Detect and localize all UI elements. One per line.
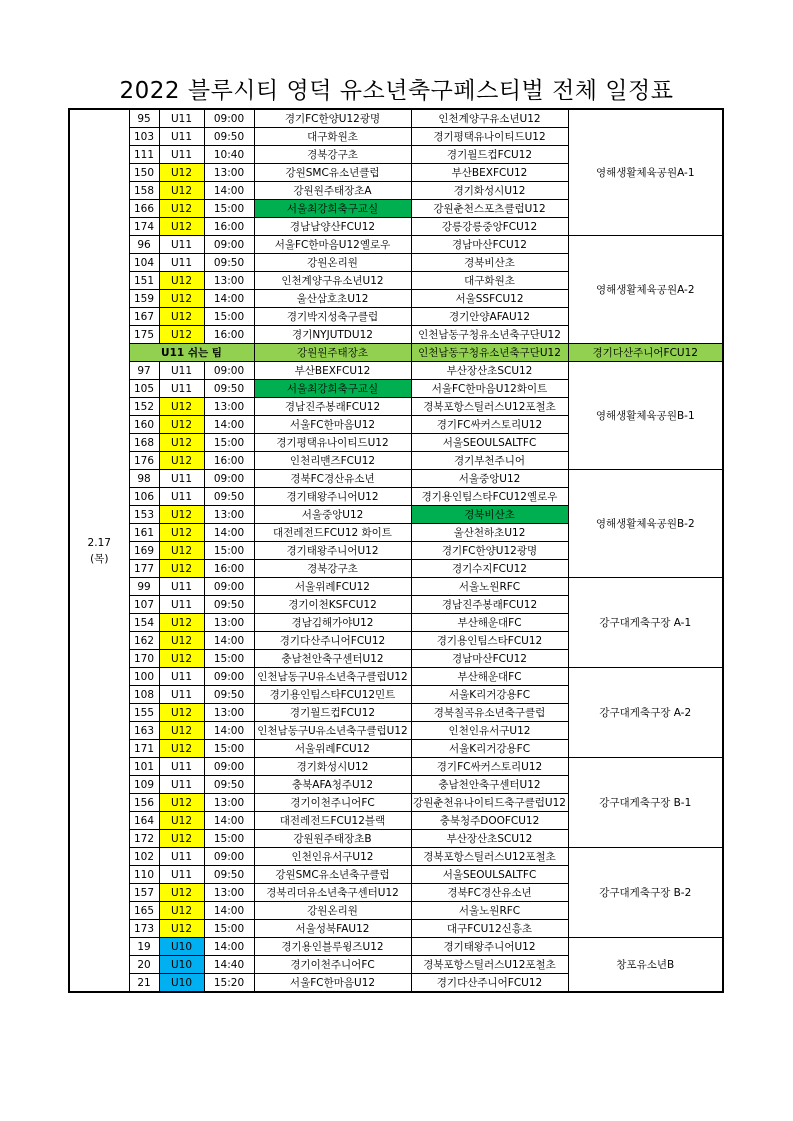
kickoff-time: 15:00 <box>204 650 254 668</box>
away-team: 경기FC싸커스토리U12 <box>411 758 568 776</box>
match-number: 99 <box>129 578 159 596</box>
kickoff-time: 09:00 <box>204 362 254 380</box>
venue-cell: 강구대게축구장 B-2 <box>568 848 723 938</box>
kickoff-time: 09:00 <box>204 236 254 254</box>
weekday-text: (목) <box>90 552 109 565</box>
away-team: 부산BEXFCU12 <box>411 164 568 182</box>
match-number: 167 <box>129 308 159 326</box>
home-team: 서울위례FCU12 <box>254 740 411 758</box>
home-team: 경북강구초 <box>254 560 411 578</box>
age-group: U11 <box>159 254 204 272</box>
match-row <box>69 938 723 956</box>
match-number: 109 <box>129 776 159 794</box>
away-team: 서울노원RFC <box>411 902 568 920</box>
age-group: U11 <box>159 380 204 398</box>
kickoff-time: 16:00 <box>204 452 254 470</box>
home-team: 경북FC경산유소년 <box>254 470 411 488</box>
match-number: 160 <box>129 416 159 434</box>
match-number: 151 <box>129 272 159 290</box>
age-group: U12 <box>159 632 204 650</box>
away-team: 경남마산FCU12 <box>411 650 568 668</box>
match-number: 100 <box>129 668 159 686</box>
venue-cell: 강구대게축구장 A-2 <box>568 668 723 758</box>
kickoff-time: 09:50 <box>204 488 254 506</box>
match-number: 107 <box>129 596 159 614</box>
match-row <box>69 668 723 686</box>
age-group: U10 <box>159 974 204 993</box>
away-team: 경북포항스틸러스U12포철초 <box>411 848 568 866</box>
home-team: 경기태왕주니어U12 <box>254 542 411 560</box>
home-team: 경기이천KSFCU12 <box>254 596 411 614</box>
kickoff-time: 13:00 <box>204 272 254 290</box>
match-number: 20 <box>129 956 159 974</box>
rest-row <box>69 344 723 362</box>
match-number: 170 <box>129 650 159 668</box>
match-number: 111 <box>129 146 159 164</box>
away-team: 서울K리거강용FC <box>411 740 568 758</box>
kickoff-time: 16:00 <box>204 218 254 236</box>
age-group: U11 <box>159 470 204 488</box>
age-group: U12 <box>159 722 204 740</box>
age-group: U12 <box>159 614 204 632</box>
home-team: 인천리맨즈FCU12 <box>254 452 411 470</box>
kickoff-time: 13:00 <box>204 614 254 632</box>
home-team: 울산삼호초U12 <box>254 290 411 308</box>
away-team: 경북비산초 <box>411 254 568 272</box>
home-team: 충남천안축구센터U12 <box>254 650 411 668</box>
match-number: 101 <box>129 758 159 776</box>
kickoff-time: 09:00 <box>204 109 254 128</box>
match-row <box>69 578 723 596</box>
match-number: 110 <box>129 866 159 884</box>
home-team: 서울FC한마음U12옐로우 <box>254 236 411 254</box>
home-team: 서울FC한마음U12 <box>254 416 411 434</box>
kickoff-time: 09:00 <box>204 578 254 596</box>
age-group: U12 <box>159 542 204 560</box>
home-team: 대전레전드FCU12 화이트 <box>254 524 411 542</box>
kickoff-time: 09:00 <box>204 470 254 488</box>
match-number: 96 <box>129 236 159 254</box>
match-number: 162 <box>129 632 159 650</box>
match-number: 97 <box>129 362 159 380</box>
away-team: 경기다산주니어FCU12 <box>411 974 568 993</box>
match-number: 159 <box>129 290 159 308</box>
kickoff-time: 13:00 <box>204 884 254 902</box>
home-team: 경남남양산FCU12 <box>254 218 411 236</box>
home-team: 강원SMC유소년클럽 <box>254 164 411 182</box>
age-group: U12 <box>159 182 204 200</box>
kickoff-time: 09:50 <box>204 776 254 794</box>
match-number: 104 <box>129 254 159 272</box>
home-team: 경기FC한양U12광명 <box>254 109 411 128</box>
home-team: 경기NYJUTDU12 <box>254 326 411 344</box>
away-team: 서울K리거강용FC <box>411 686 568 704</box>
kickoff-time: 14:00 <box>204 416 254 434</box>
age-group: U11 <box>159 848 204 866</box>
kickoff-time: 09:50 <box>204 380 254 398</box>
match-number: 163 <box>129 722 159 740</box>
away-team: 서울SSFCU12 <box>411 290 568 308</box>
away-team: 경북포항스틸러스U12포철초 <box>411 398 568 416</box>
match-number: 168 <box>129 434 159 452</box>
schedule-body <box>69 109 723 992</box>
age-group: U11 <box>159 578 204 596</box>
home-team: 서울중앙U12 <box>254 506 411 524</box>
age-group: U12 <box>159 884 204 902</box>
match-number: 102 <box>129 848 159 866</box>
match-number: 173 <box>129 920 159 938</box>
age-group: U11 <box>159 776 204 794</box>
venue-cell: 영해생활체육공원A-2 <box>568 236 723 344</box>
match-number: 166 <box>129 200 159 218</box>
away-team: 서울노원RFC <box>411 578 568 596</box>
kickoff-time: 13:00 <box>204 398 254 416</box>
age-group: U11 <box>159 866 204 884</box>
date-text: 2.17 <box>87 536 111 549</box>
age-group: U12 <box>159 290 204 308</box>
match-number: 177 <box>129 560 159 578</box>
age-group: U12 <box>159 524 204 542</box>
venue-cell: 창포유소년B <box>568 938 723 993</box>
age-group: U12 <box>159 326 204 344</box>
kickoff-time: 09:50 <box>204 866 254 884</box>
match-number: 152 <box>129 398 159 416</box>
away-team: 부산장산초SCU12 <box>411 362 568 380</box>
match-number: 174 <box>129 218 159 236</box>
age-group: U10 <box>159 938 204 956</box>
home-team: 인천남동구U유소년축구클럽U12 <box>254 722 411 740</box>
home-team: 경기다산주니어FCU12 <box>254 632 411 650</box>
kickoff-time: 15:00 <box>204 542 254 560</box>
away-team: 대구화원초 <box>411 272 568 290</box>
match-row <box>69 758 723 776</box>
away-team: 부산해운대FC <box>411 668 568 686</box>
away-team: 부산장산초SCU12 <box>411 830 568 848</box>
home-team: 경남진주봉래FCU12 <box>254 398 411 416</box>
age-group: U12 <box>159 452 204 470</box>
home-team: 강원원주태장초B <box>254 830 411 848</box>
away-team: 경기태왕주니어U12 <box>411 938 568 956</box>
kickoff-time: 15:00 <box>204 308 254 326</box>
match-number: 176 <box>129 452 159 470</box>
home-team: 경기이천주니어FC <box>254 956 411 974</box>
kickoff-time: 09:00 <box>204 668 254 686</box>
age-group: U11 <box>159 362 204 380</box>
match-number: 156 <box>129 794 159 812</box>
kickoff-time: 16:00 <box>204 326 254 344</box>
kickoff-time: 10:40 <box>204 146 254 164</box>
age-group: U12 <box>159 812 204 830</box>
age-group: U12 <box>159 164 204 182</box>
away-team: 서울SEOULSALTFC <box>411 434 568 452</box>
age-group: U12 <box>159 200 204 218</box>
kickoff-time: 15:00 <box>204 200 254 218</box>
away-team: 대구FCU12신흥초 <box>411 920 568 938</box>
home-team: 경기평택유나이티드U12 <box>254 434 411 452</box>
away-team: 인천인유서구U12 <box>411 722 568 740</box>
home-team: 충북AFA청주U12 <box>254 776 411 794</box>
away-team: 경기안양AFAU12 <box>411 308 568 326</box>
home-team: 서울FC한마음U12 <box>254 974 411 993</box>
match-number: 108 <box>129 686 159 704</box>
match-number: 172 <box>129 830 159 848</box>
home-team: 경북강구초 <box>254 146 411 164</box>
home-team: 서울최강희축구교실 <box>254 380 411 398</box>
home-team: 강원SMC유소년축구클럽 <box>254 866 411 884</box>
age-group: U12 <box>159 830 204 848</box>
home-team: 경기박지성축구클럽 <box>254 308 411 326</box>
age-group: U12 <box>159 218 204 236</box>
rest-label: U11 쉬는 팀 <box>129 344 254 362</box>
kickoff-time: 15:00 <box>204 920 254 938</box>
away-team: 서울SEOULSALTFC <box>411 866 568 884</box>
age-group: U12 <box>159 398 204 416</box>
match-number: 153 <box>129 506 159 524</box>
away-team: 강릉강릉중앙FCU12 <box>411 218 568 236</box>
home-team: 경기용인블루윙즈U12 <box>254 938 411 956</box>
venue-cell: 영해생활체육공원A-1 <box>568 109 723 236</box>
away-team: 인천남동구청유소년축구단U12 <box>411 326 568 344</box>
away-team: 경기부천주니어 <box>411 452 568 470</box>
age-group: U12 <box>159 560 204 578</box>
home-team: 대구화원초 <box>254 128 411 146</box>
home-team: 경기월드컵FCU12 <box>254 704 411 722</box>
kickoff-time: 15:20 <box>204 974 254 993</box>
match-number: 154 <box>129 614 159 632</box>
match-number: 105 <box>129 380 159 398</box>
away-team: 경남진주봉래FCU12 <box>411 596 568 614</box>
away-team: 충남천안축구센터U12 <box>411 776 568 794</box>
home-team: 경기화성시U12 <box>254 758 411 776</box>
match-number: 150 <box>129 164 159 182</box>
schedule-table <box>68 108 724 993</box>
age-group: U11 <box>159 686 204 704</box>
age-group: U12 <box>159 416 204 434</box>
match-number: 98 <box>129 470 159 488</box>
away-team: 경남마산FCU12 <box>411 236 568 254</box>
match-number: 106 <box>129 488 159 506</box>
home-team: 경기태왕주니어U12 <box>254 488 411 506</box>
away-team: 경기용인팀스타FCU12옐로우 <box>411 488 568 506</box>
away-team: 경기화성시U12 <box>411 182 568 200</box>
kickoff-time: 09:50 <box>204 686 254 704</box>
venue-cell: 영해생활체육공원B-2 <box>568 470 723 578</box>
home-team: 강원원주태장초A <box>254 182 411 200</box>
match-number: 171 <box>129 740 159 758</box>
kickoff-time: 15:00 <box>204 434 254 452</box>
kickoff-time: 13:00 <box>204 506 254 524</box>
age-group: U11 <box>159 109 204 128</box>
kickoff-time: 13:00 <box>204 794 254 812</box>
match-row <box>69 236 723 254</box>
home-team: 서울최강희축구교실 <box>254 200 411 218</box>
away-team: 경기FC한양U12광명 <box>411 542 568 560</box>
away-team: 부산해운대FC <box>411 614 568 632</box>
home-team: 부산BEXFCU12 <box>254 362 411 380</box>
venue-cell: 강구대게축구장 B-1 <box>568 758 723 848</box>
kickoff-time: 14:00 <box>204 632 254 650</box>
age-group: U12 <box>159 506 204 524</box>
match-number: 161 <box>129 524 159 542</box>
match-number: 169 <box>129 542 159 560</box>
age-group: U12 <box>159 902 204 920</box>
match-number: 95 <box>129 109 159 128</box>
away-team: 경기월드컵FCU12 <box>411 146 568 164</box>
rest-team: 강원원주태장초 <box>254 344 411 362</box>
kickoff-time: 09:00 <box>204 848 254 866</box>
match-number: 165 <box>129 902 159 920</box>
away-team: 경북칠곡유소년축구클럽 <box>411 704 568 722</box>
away-team: 경기용인팀스타FCU12 <box>411 632 568 650</box>
kickoff-time: 09:00 <box>204 758 254 776</box>
home-team: 경기용인팀스타FCU12민트 <box>254 686 411 704</box>
match-row <box>69 848 723 866</box>
kickoff-time: 14:00 <box>204 722 254 740</box>
age-group: U11 <box>159 146 204 164</box>
match-number: 157 <box>129 884 159 902</box>
away-team: 강원춘천스포츠클럽U12 <box>411 200 568 218</box>
kickoff-time: 13:00 <box>204 704 254 722</box>
venue-cell: 영해생활체육공원B-1 <box>568 362 723 470</box>
age-group: U12 <box>159 794 204 812</box>
away-team: 경북FC경산유소년 <box>411 884 568 902</box>
match-row <box>69 109 723 128</box>
age-group: U10 <box>159 956 204 974</box>
age-group: U11 <box>159 236 204 254</box>
match-row <box>69 470 723 488</box>
age-group: U11 <box>159 758 204 776</box>
kickoff-time: 14:00 <box>204 524 254 542</box>
away-team: 경북비산초 <box>411 506 568 524</box>
rest-team: 경기다산주니어FCU12 <box>568 344 723 362</box>
kickoff-time: 16:00 <box>204 560 254 578</box>
venue-cell: 강구대게축구장 A-1 <box>568 578 723 668</box>
home-team: 강원온리원 <box>254 902 411 920</box>
away-team: 경기FC싸커스토리U12 <box>411 416 568 434</box>
kickoff-time: 14:00 <box>204 902 254 920</box>
home-team: 서울성북FAU12 <box>254 920 411 938</box>
match-number: 155 <box>129 704 159 722</box>
age-group: U12 <box>159 740 204 758</box>
away-team: 경기수지FCU12 <box>411 560 568 578</box>
kickoff-time: 15:00 <box>204 830 254 848</box>
kickoff-time: 14:40 <box>204 956 254 974</box>
home-team: 강원온리원 <box>254 254 411 272</box>
home-team: 인천인유서구U12 <box>254 848 411 866</box>
age-group: U12 <box>159 650 204 668</box>
kickoff-time: 14:00 <box>204 938 254 956</box>
match-number: 21 <box>129 974 159 993</box>
away-team: 강원춘천유나이티드축구클럽U12 <box>411 794 568 812</box>
date-cell <box>69 109 129 992</box>
home-team: 서울위례FCU12 <box>254 578 411 596</box>
kickoff-time: 14:00 <box>204 182 254 200</box>
home-team: 대전레전드FCU12블랙 <box>254 812 411 830</box>
away-team: 서울FC한마음U12화이트 <box>411 380 568 398</box>
match-number: 175 <box>129 326 159 344</box>
away-team: 충북청주DOOFCU12 <box>411 812 568 830</box>
match-number: 158 <box>129 182 159 200</box>
home-team: 경기이천주니어FC <box>254 794 411 812</box>
kickoff-time: 14:00 <box>204 290 254 308</box>
age-group: U11 <box>159 488 204 506</box>
rest-team: 인천남동구청유소년축구단U12 <box>411 344 568 362</box>
age-group: U11 <box>159 128 204 146</box>
match-number: 19 <box>129 938 159 956</box>
away-team: 경북포항스틸러스U12포철초 <box>411 956 568 974</box>
kickoff-time: 09:50 <box>204 128 254 146</box>
home-team: 경북리더유소년축구센터U12 <box>254 884 411 902</box>
match-number: 103 <box>129 128 159 146</box>
home-team: 인천계양구유소년U12 <box>254 272 411 290</box>
kickoff-time: 14:00 <box>204 812 254 830</box>
age-group: U12 <box>159 308 204 326</box>
away-team: 울산천하초U12 <box>411 524 568 542</box>
away-team: 경기평택유나이티드U12 <box>411 128 568 146</box>
kickoff-time: 15:00 <box>204 740 254 758</box>
home-team: 경남김해가야U12 <box>254 614 411 632</box>
match-number: 164 <box>129 812 159 830</box>
match-row <box>69 362 723 380</box>
age-group: U12 <box>159 272 204 290</box>
age-group: U12 <box>159 704 204 722</box>
age-group: U12 <box>159 434 204 452</box>
page-title: 2022 블루시티 영덕 유소년축구페스티벌 전체 일정표 <box>119 78 674 104</box>
kickoff-time: 09:50 <box>204 596 254 614</box>
age-group: U12 <box>159 920 204 938</box>
kickoff-time: 09:50 <box>204 254 254 272</box>
kickoff-time: 13:00 <box>204 164 254 182</box>
age-group: U11 <box>159 668 204 686</box>
away-team: 인천계양구유소년U12 <box>411 109 568 128</box>
away-team: 서울중앙U12 <box>411 470 568 488</box>
age-group: U11 <box>159 596 204 614</box>
home-team: 인천남동구U유소년축구클럽U12 <box>254 668 411 686</box>
